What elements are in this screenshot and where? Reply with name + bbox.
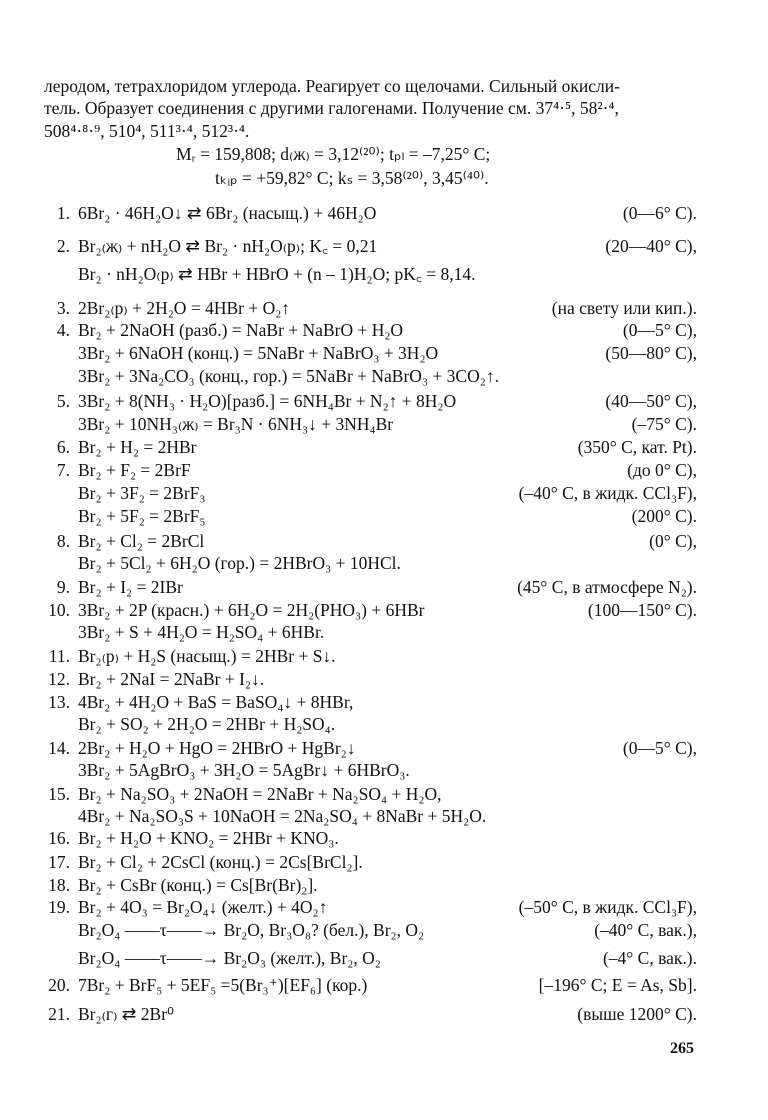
reaction-equation: 3Br₂ + 2P (красн.) + 6H₂O = 2H₂(PHO₃) + 6HBr: [78, 600, 425, 620]
reaction-condition: (45° C, в атмосфере N₂).: [517, 577, 697, 597]
reaction-equation: Br₂ + 2NaOH (разб.) = NaBr + NaBrO + H₂O: [78, 320, 404, 340]
reaction-equation: Br₂ + H₂O + KNO₂ = 2HBr + KNO₃.: [78, 828, 339, 848]
reaction-equation: Br₂ + H₂ = 2HBr: [78, 437, 197, 457]
reaction-equation: 6Br₂ · 46H₂O↓ ⇄ 6Br₂ (насыщ.) + 46H₂O: [78, 203, 377, 223]
reaction-equation: 4Br₂ + 4H₂O + BaS = BaSO₄↓ + 8HBr,: [78, 692, 354, 712]
reaction-number: 21.: [48, 1004, 70, 1024]
reaction-equation: Br₂O₄ ——τ——→ Br₂O, Br₃O₈? (бел.), Br₂, O₂: [78, 920, 425, 940]
reaction-condition: (350° C, кат. Pt).: [577, 437, 697, 457]
reaction-equation: Br₂ + 3F₂ = 2BrF₃: [78, 483, 206, 503]
reaction-equation: Br₂ + Cl₂ + 2CsCl (конц.) = 2Cs[BrCl₂].: [78, 852, 363, 872]
reaction-condition: (0° C),: [649, 531, 697, 551]
reaction-number: 5.: [56, 391, 70, 411]
reaction-number: 2.: [56, 236, 70, 256]
reaction-equation: Br₂ + 5Cl₂ + 6H₂O (гор.) = 2HBrO₃ + 10HCl.: [78, 553, 401, 573]
reaction-number: 15.: [48, 784, 70, 804]
reaction-number: 13.: [48, 692, 70, 712]
reaction-number: 16.: [48, 828, 70, 848]
reaction-equation: 4Br₂ + Na₂SO₃S + 10NaOH = 2Na₂SO₄ + 8NaBr + 5H₂O.: [78, 806, 487, 826]
reaction-equation: Br₂ + F₂ = 2BrF: [78, 460, 191, 480]
reaction-equation: 3Br₂ + 3Na₂CO₃ (конц., гор.) = 5NaBr + NaBrO₃ + 3CO₂↑.: [78, 366, 499, 386]
reaction-number: 14.: [48, 738, 70, 758]
properties-line-1: Mᵣ = 159,808; d₍ж₎ = 3,12⁽²⁰⁾; tₚₗ = –7,25° C;: [176, 144, 491, 164]
reaction-number: 3.: [56, 298, 70, 318]
reaction-equation: Br₂₍г₎ ⇄ 2Br⁰: [78, 1004, 175, 1024]
reaction-condition: (–40° C, в жидк. CCl₃F),: [518, 483, 697, 503]
reaction-number: 1.: [56, 203, 70, 223]
reaction-equation: 3Br₂ + S + 4H₂O = H₂SO₄ + 6HBr.: [78, 622, 325, 642]
reaction-equation: Br₂ + Cl₂ = 2BrCl: [78, 531, 205, 551]
reaction-equation: Br₂ + CsBr (конц.) = Cs[Br(Br)₂].: [78, 875, 318, 895]
reaction-condition: (100—150° C).: [587, 600, 697, 620]
reaction-condition: (–40° C, вак.),: [594, 920, 697, 940]
reaction-equation: 3Br₂ + 5AgBrO₃ + 3H₂O = 5AgBr↓ + 6HBrO₃.: [78, 760, 410, 780]
reaction-equation: Br₂ · nH₂O₍р₎ ⇄ HBr + HBrO + (n – 1)H₂O; pK꜀ = 8,14.: [78, 264, 476, 284]
reaction-number: 12.: [48, 669, 70, 689]
reaction-condition: (0—5° C),: [622, 320, 697, 340]
reaction-number: 18.: [48, 875, 70, 895]
reaction-equation: 3Br₂ + 10NH₃₍ж₎ = Br₃N · 6NH₃↓ + 3NH₄Br: [78, 414, 394, 434]
reaction-equation: Br₂₍р₎ + H₂S (насыщ.) = 2HBr + S↓.: [78, 646, 336, 666]
reaction-number: 6.: [56, 437, 70, 457]
reaction-number: 19.: [48, 897, 70, 917]
intro-line-3: 508⁴·⁸·⁹, 510⁴, 511³·⁴, 512³·⁴.: [44, 121, 250, 141]
reaction-equation: 2Br₂₍р₎ + 2H₂O = 4HBr + O₂↑: [78, 298, 291, 318]
reaction-condition: (до 0° C),: [627, 460, 697, 480]
reaction-number: 17.: [48, 852, 70, 872]
reaction-number: 11.: [48, 646, 70, 666]
reaction-condition: (0—6° C).: [622, 203, 697, 223]
reaction-equation: 7Br₂ + BrF₅ + 5EF₅ =5(Br₃⁺)[EF₆] (кор.): [78, 975, 368, 995]
reaction-equation: Br₂ + 4O₃ = Br₂O₄↓ (желт.) + 4O₂↑: [78, 897, 328, 917]
intro-line-2: тель. Образует соединения с другими галогенами. Получение см. 37⁴·⁵, 58²·⁴,: [44, 98, 619, 118]
reaction-equation: Br₂O₄ ——τ——→ Br₂O₃ (желт.), Br₂, O₂: [78, 948, 381, 968]
reaction-condition: (–50° C, в жидк. CCl₃F),: [518, 897, 697, 917]
reaction-equation: 2Br₂ + H₂O + HgO = 2HBrO + HgBr₂↓: [78, 738, 356, 758]
reaction-condition: (40—50° C),: [605, 391, 697, 411]
reaction-condition: (–75° C).: [631, 414, 697, 434]
reaction-condition: (20—40° C),: [605, 236, 697, 256]
reaction-equation: Br₂ + I₂ = 2IBr: [78, 577, 183, 597]
reaction-condition: (200° C).: [631, 506, 697, 526]
reaction-number: 4.: [56, 320, 70, 340]
reaction-number: 7.: [56, 460, 70, 480]
reaction-number: 20.: [48, 975, 70, 995]
reaction-number: 9.: [56, 577, 70, 597]
reaction-equation: Br₂₍ж₎ + nH₂O ⇄ Br₂ · nH₂O₍р₎; K꜀ = 0,21: [78, 236, 378, 256]
reaction-condition: [–196° C; E = As, Sb].: [538, 975, 697, 995]
reaction-equation: Br₂ + SO₂ + 2H₂O = 2HBr + H₂SO₄.: [78, 714, 336, 734]
page-number: 265: [670, 1040, 694, 1057]
reaction-condition: (50—80° C),: [605, 343, 697, 363]
reaction-number: 8.: [56, 531, 70, 551]
intro-line-1: леродом, тетрахлоридом углерода. Реагирует со щелочами. Сильный окисли-: [44, 76, 620, 96]
reaction-equation: Br₂ + Na₂SO₃ + 2NaOH = 2NaBr + Na₂SO₄ + H₂O,: [78, 784, 442, 804]
reaction-condition: (0—5° C),: [622, 738, 697, 758]
reaction-condition: (–4° C, вак.).: [602, 948, 697, 968]
reaction-equation: 3Br₂ + 8(NH₃ · H₂O)[разб.] = 6NH₄Br + N₂↑ + 8H₂O: [78, 391, 457, 411]
reaction-equation: Br₂ + 2NaI = 2NaBr + I₂↓.: [78, 669, 265, 689]
reaction-condition: (на свету или кип.).: [551, 298, 697, 318]
reaction-condition: (выше 1200° C).: [577, 1004, 697, 1024]
reaction-equation: 3Br₂ + 6NaOH (конц.) = 5NaBr + NaBrO₃ + 3H₂O: [78, 343, 439, 363]
properties-line-2: tₖᵢₚ = +59,82° C; kₛ = 3,58⁽²⁰⁾, 3,45⁽⁴⁰⁾.: [215, 168, 489, 188]
reaction-number: 10.: [48, 600, 70, 620]
reaction-equation: Br₂ + 5F₂ = 2BrF₅: [78, 506, 206, 526]
